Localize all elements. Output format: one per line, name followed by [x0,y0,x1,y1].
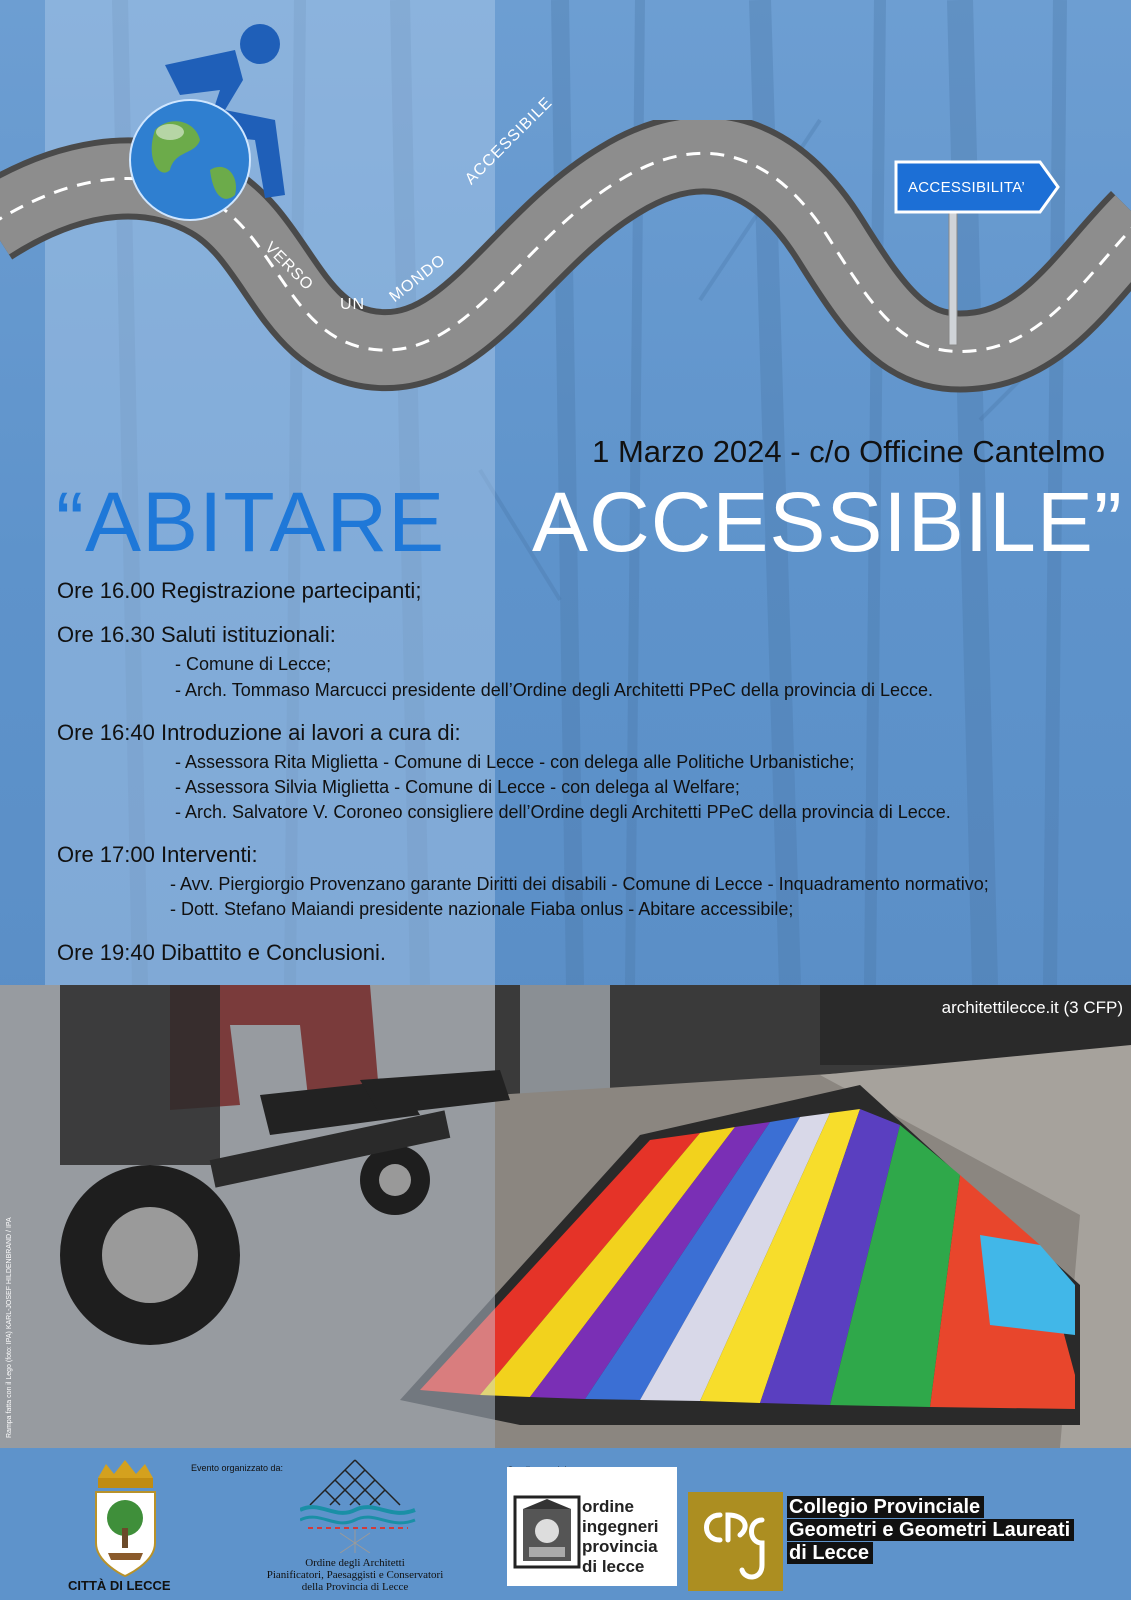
ordine-architetti-logo-icon [300,1458,420,1553]
ordine-ingegneri-building-icon [513,1495,581,1569]
program-item-saluti: Ore 16.30 Saluti istituzionali: [57,622,336,647]
ordine-ingegneri-label [582,1497,659,1577]
citta-di-lecce-crest-icon [88,1458,163,1580]
ordine-architetti-label [240,1557,470,1593]
collegio-geometri-line: di Lecce [787,1542,873,1564]
ordine-architetti-line: Ordine degli Architetti [305,1557,405,1569]
collegio-geometri-cpg-icon [690,1495,782,1589]
program-subitem: - Avv. Piergiorgio Provenzano garante Diritti dei disabili - Comune di Lecce - Inquadramento normativo; [170,874,989,894]
program-item-registrazione: Ore 16.00 Registrazione partecipanti; [57,578,422,603]
program-subitem: - Comune di Lecce; [175,654,332,674]
photo-credit: Rampa fatta con il Lego (foto: IPA) KARL-JOSEF HILDENBRAND / IPA [6,1217,13,1438]
ordine-ingegneri-line: ordine [582,1497,634,1516]
organizzato-label: Evento organizzato da: [191,1463,284,1473]
ordine-ingegneri-line: ingegneri [582,1517,659,1536]
wheelchair-globe-icon [125,20,305,230]
road-text-un: UN [340,296,366,313]
road-text-accessibile: ACCESSIBILE [462,94,557,189]
ordine-architetti-line: Pianificatori, Paesaggisti e Conservatori [266,1569,444,1581]
ordine-architetti-line: della Provincia di Lecce [301,1581,409,1593]
event-title-left: “ABITARE [56,475,446,569]
event-date-venue: 1 Marzo 2024 - c/o Officine Cantelmo [592,434,1105,469]
cfp-website-label: architettilecce.it (3 CFP) [941,998,1123,1017]
program-subitem: - Dott. Stefano Maiandi presidente nazionale Fiaba onlus - Abitare accessibile; [170,899,794,919]
collegio-geometri-line: Collegio Provinciale [787,1496,984,1518]
ordine-ingegneri-line: provincia [582,1537,658,1556]
collegio-geometri-line: Geometri e Geometri Laureati [787,1519,1074,1541]
road-text-mondo: MONDO [386,251,450,306]
program-subitem: - Assessora Rita Miglietta - Comune di Lecce - con delega alle Politiche Urbanistiche; [175,752,855,772]
road-text-verso: VERSO [261,239,317,295]
program-item-dibattito: Ore 19:40 Dibattito e Conclusioni. [57,940,386,965]
sign-label: ACCESSIBILITA’ [908,179,1026,196]
lego-ramp-photo [0,985,1131,1448]
event-title-right: ACCESSIBILE” [532,475,1123,569]
ordine-ingegneri-line: di lecce [582,1557,645,1576]
program-subitem: - Assessora Silvia Miglietta - Comune di Lecce - con delega al Welfare; [175,777,740,797]
program-item-introduzione: Ore 16:40 Introduzione ai lavori a cura di: [57,720,461,745]
program-subitem: - Arch. Salvatore V. Coroneo consigliere dell’Ordine degli Architetti PPeC della provincia di Lecce. [175,802,951,822]
collegio-geometri-label [787,1496,1074,1565]
program-subitem: - Arch. Tommaso Marcucci presidente dell’Ordine degli Architetti PPeC della provincia di Lecce. [175,680,934,700]
citta-di-lecce-label: CITTÀ DI LECCE [68,1578,171,1593]
program-item-interventi: Ore 17:00 Interventi: [57,842,258,867]
